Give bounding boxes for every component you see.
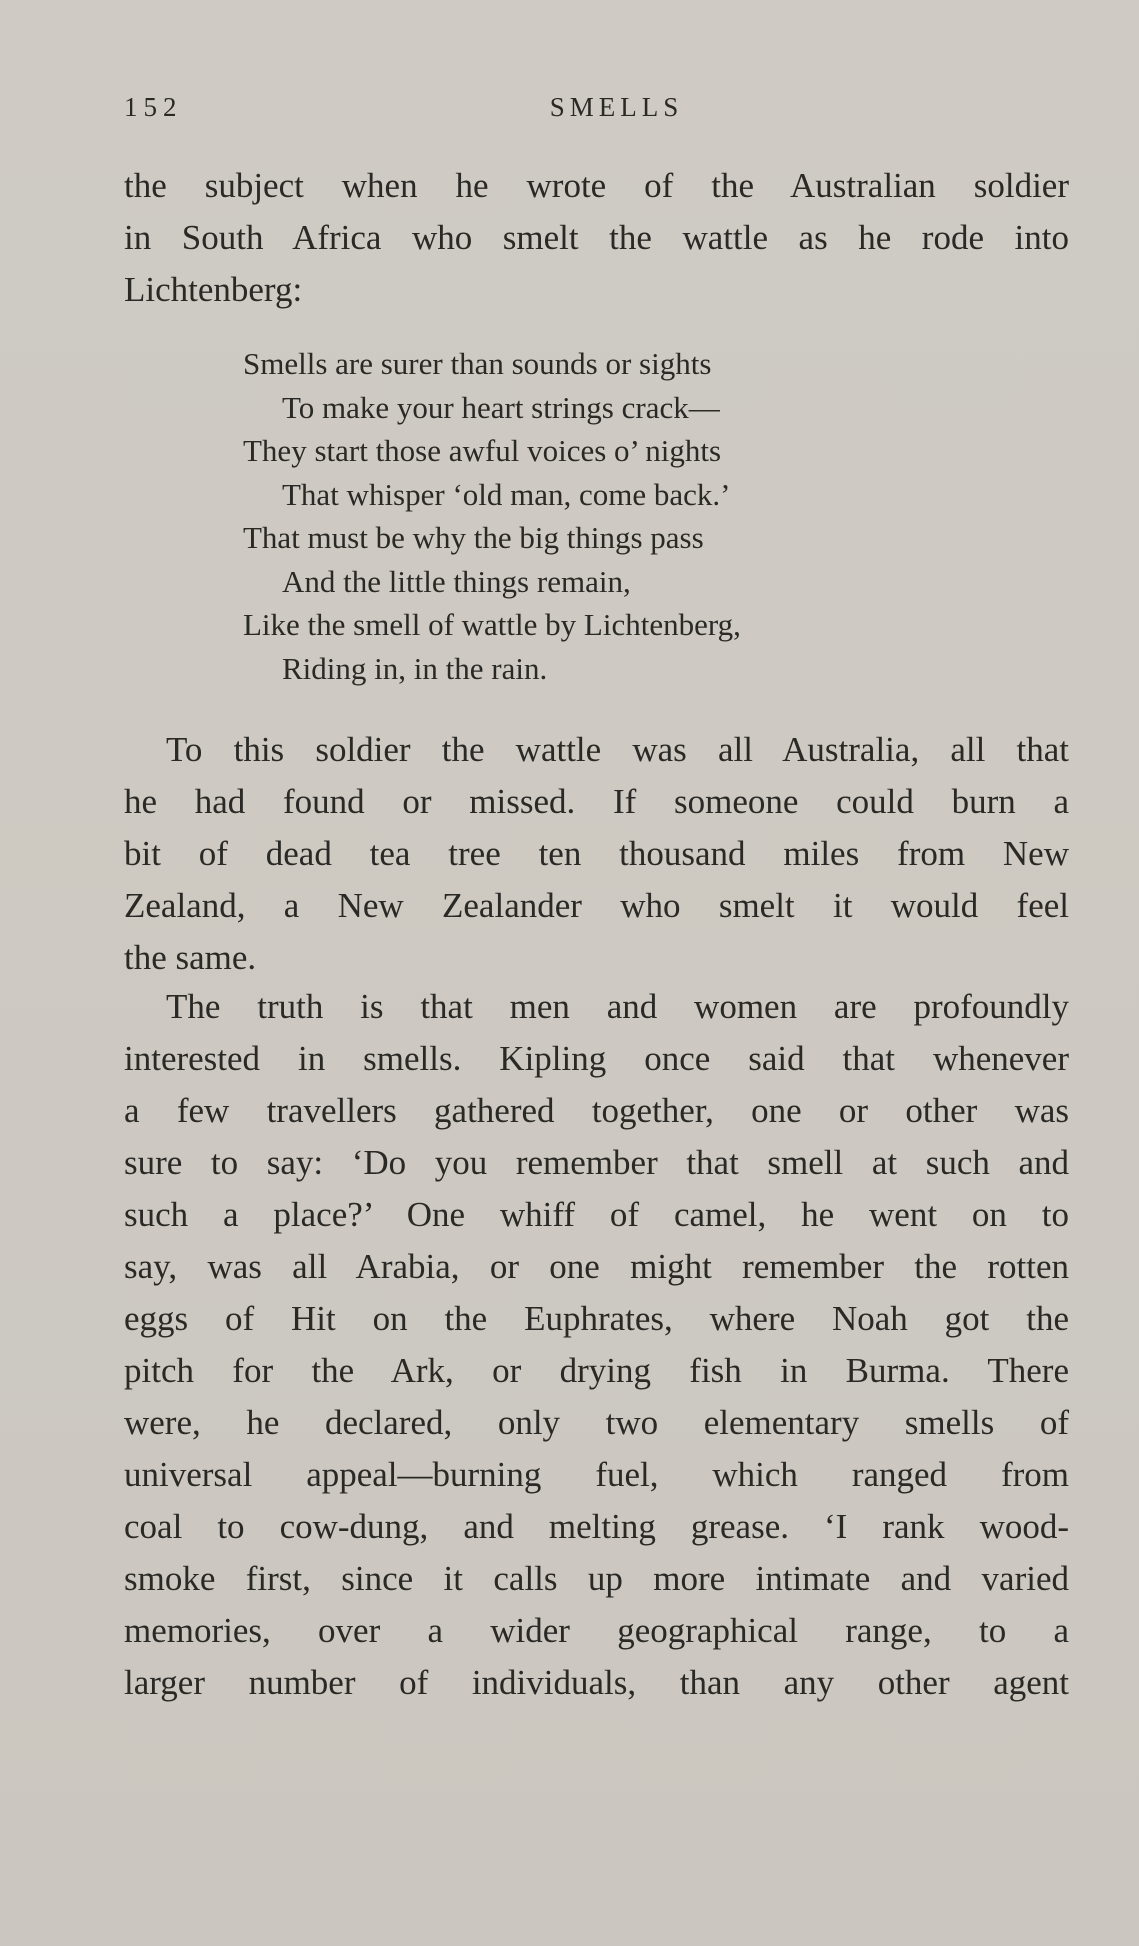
text-line: he had found or missed. If someone could burn a: [124, 782, 1069, 821]
poem-line: Riding in, in the rain.: [282, 650, 548, 686]
text-line: such a place?’ One whiff of camel, he went on to: [124, 1195, 1069, 1234]
poem-quotation: [243, 342, 1003, 690]
text-line: coal to cow-dung, and melting grease. ‘I rank wood-: [124, 1507, 1069, 1546]
text-line: the same.: [124, 938, 257, 977]
text-line: a few travellers gathered together, one or other was: [124, 1091, 1069, 1130]
page-number: 152: [124, 92, 183, 122]
text-line: bit of dead tea tree ten thousand miles from New: [124, 834, 1069, 873]
paragraph-intro: [124, 160, 1069, 316]
text-line: The truth is that men and women are profoundly: [166, 987, 1069, 1026]
text-line: were, he declared, only two elementary smells of: [124, 1403, 1069, 1442]
text-line: Zealand, a New Zealander who smelt it would feel: [124, 886, 1069, 925]
text-line: memories, over a wider geographical range, to a: [124, 1611, 1069, 1650]
text-line: pitch for the Ark, or drying fish in Burma. There: [124, 1351, 1069, 1390]
paragraph-wattle: [124, 724, 1069, 984]
text-line: smoke first, since it calls up more intimate and varied: [124, 1559, 1069, 1598]
poem-line: They start those awful voices o’ nights: [243, 433, 722, 468]
text-line: larger number of individuals, than any other agent: [124, 1663, 1069, 1702]
text-line: the subject when he wrote of the Australian soldier: [124, 166, 1069, 205]
text-line: universal appeal—burning fuel, which ranged from: [124, 1455, 1069, 1494]
poem-line: That whisper ‘old man, come back.’: [282, 476, 731, 512]
text-line: Lichtenberg:: [124, 270, 303, 309]
poem-line: Smells are surer than sounds or sights: [243, 346, 712, 381]
poem-line: Like the smell of wattle by Lichtenberg,: [243, 607, 741, 642]
text-line: To this soldier the wattle was all Australia, all that: [166, 730, 1069, 769]
text-line: say, was all Arabia, or one might remember the rotten: [124, 1247, 1069, 1286]
poem-line: And the little things remain,: [282, 563, 631, 599]
page-header: [124, 92, 1069, 132]
text-line: sure to say: ‘Do you remember that smell at such and: [124, 1143, 1069, 1182]
paragraph-truth: [124, 981, 1069, 1709]
poem-line: That must be why the big things pass: [243, 520, 704, 555]
text-line: in South Africa who smelt the wattle as he rode into: [124, 218, 1069, 257]
poem-line: To make your heart strings crack—: [282, 389, 720, 425]
running-head: SMELLS: [549, 92, 684, 122]
text-line: interested in smells. Kipling once said that whenever: [124, 1039, 1069, 1078]
text-line: eggs of Hit on the Euphrates, where Noah got the: [124, 1299, 1069, 1338]
